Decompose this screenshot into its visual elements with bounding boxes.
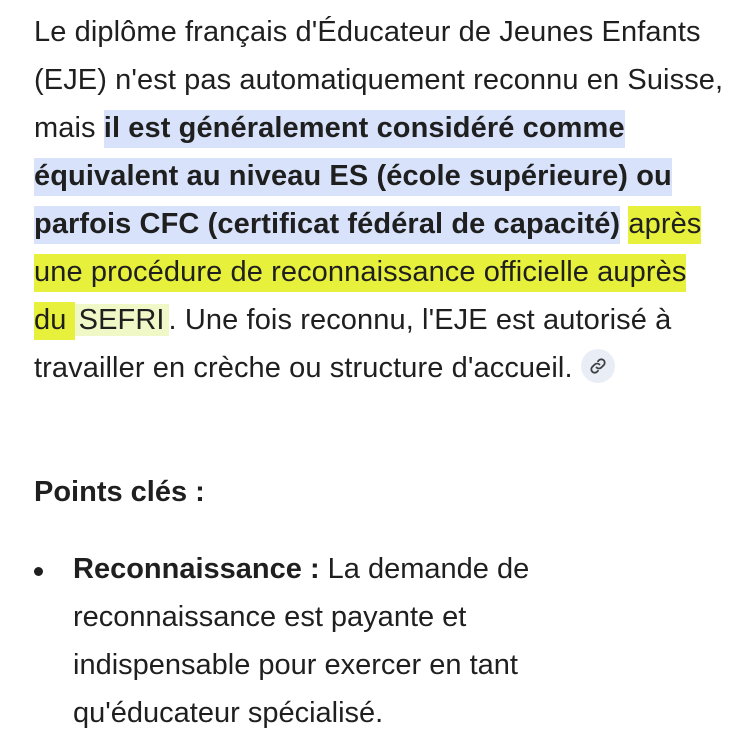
link-icon [589,357,607,375]
main-paragraph [34,8,724,392]
list-item-text [73,545,633,737]
list-item-body: La demande de reconnaissance est payante et indispensable pour exercer en tant qu'éducateur spécialisé. [73,553,530,729]
yellow-highlighted-space [66,302,74,340]
list-item-label: Reconnaissance : [73,553,320,585]
paragraph-period: . [168,304,177,336]
bullet-icon [34,567,43,576]
yellow-highlighted-text: après une procédure de reconnaissance officielle auprès du [34,206,701,340]
blue-highlighted-claim: il est généralement considéré comme équivalent au niveau ES (école supérieure) ou parfois CFC (certificat fédéral de capacité) [34,110,672,244]
paragraph-text: Le diplôme français d'Éducateur de Jeunes Enfants (EJE) n'est pas automatiquement reconnu en Suisse, mais [34,16,724,144]
key-points-heading: Points clés : [34,476,205,508]
paragraph-text-continued: Une fois reconnu, l'EJE est autorisé à travailler en crèche ou structure d'accueil. [34,304,672,384]
source-link-button[interactable] [581,349,615,383]
sefri-link[interactable]: SEFRI [75,304,169,336]
